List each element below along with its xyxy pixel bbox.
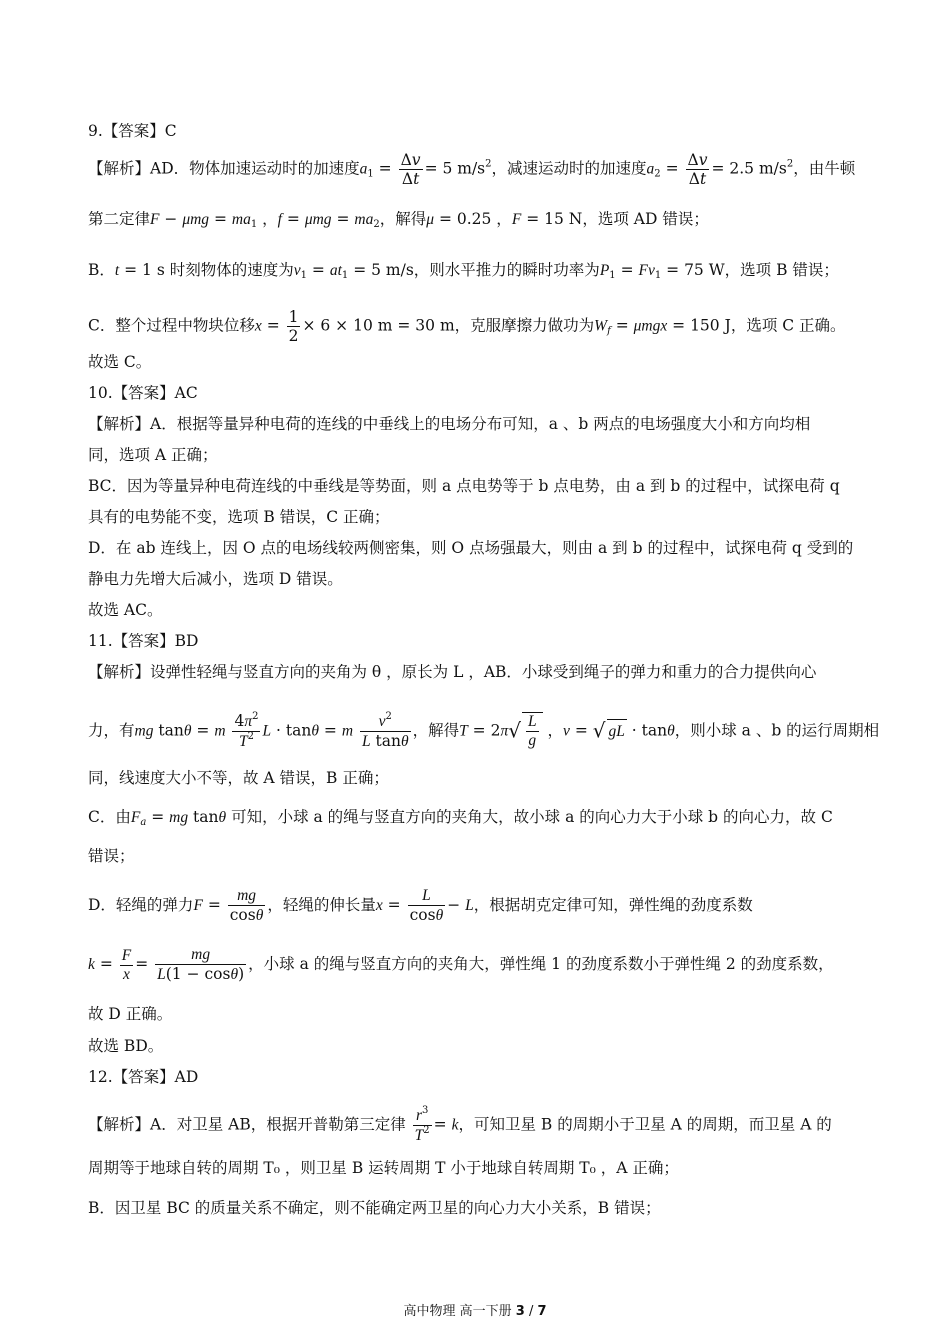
q11-line-5: 错误； xyxy=(88,847,135,865)
q10-line-5: D．在 ab 连线上，因 O 点的电场线较两侧密集，则 O 点场强最大，则由 a 到 b 的过程中，试探电荷 q 受到的 xyxy=(88,539,854,557)
q11-heading: 11.【答案】BD xyxy=(88,632,199,650)
q10-line-2: 同，选项 A 正确； xyxy=(88,446,218,464)
footer-page-number: 3 xyxy=(515,1304,525,1319)
q12-line-3: B．因卫星 BC 的质量关系不确定，则不能确定两卫星的向心力大小关系，B 错误； xyxy=(88,1199,661,1217)
q10-line-1: 【解析】A．根据等量异种电荷的连线的中垂线上的电场分布可知，a 、b 两点的电场强度大小和方向均相 xyxy=(88,415,811,433)
q9-heading: 9.【答案】C xyxy=(88,122,177,140)
q10-line-4: 具有的电势能不变，选项 B 错误，C 正确； xyxy=(88,508,390,526)
q9-conclusion: 故选 C。 xyxy=(88,353,152,371)
footer-page-total: 7 xyxy=(537,1304,547,1319)
footer-separator: / xyxy=(524,1304,538,1319)
q12-line-1: 【解析】A．对卫星 AB，根据开普勒第三定律 $\frac{r^3}{T^2}$ = k，可知卫星 B 的周期小于卫星 A 的周期，而卫星 A 的 xyxy=(88,1105,832,1144)
q11-line-2: 力，有mg tanθ = m $\frac{4\pi^2}{T^2}$ L · tanθ = m $\frac{v^2}{\text{L tanθ}}$ ，解得T = 2π√ $\frac{L}{g}$ ，v = √ gL · tanθ，则小球 a 、b 的运行周期相 xyxy=(88,711,880,750)
q10-line-6: 静电力先增大后减小，选项 D 错误。 xyxy=(88,570,343,588)
q12-heading: 12.【答案】AD xyxy=(88,1068,199,1086)
q11-line-4: C．由$F_a$ = mg tanθ 可知，小球 a 的绳与竖直方向的夹角大，故小球 a 的向心力大于小球 b 的向心力，故 C xyxy=(88,808,833,828)
footer-subject: 高中物理 高一下册 xyxy=(403,1304,512,1319)
q10-heading: 10.【答案】AC xyxy=(88,384,198,402)
q10-line-3: BC．因为等量异种电荷连线的中垂线是等势面，则 a 点电势等于 b 点电势，由 a 到 b 的过程中，试探电荷 q xyxy=(88,477,840,495)
q11-line-3: 同，线速度大小不等，故 A 错误，B 正确； xyxy=(88,769,389,787)
q12-line-2: 周期等于地球自转的周期 T₀ ，则卫星 B 运转周期 T 小于地球自转周期 T₀ ，A 正确； xyxy=(88,1159,679,1177)
q9-line-3: B．t = 1 s 时刻物体的速度为$v_1 = at_1 = 5$ m/s，则水平推力的瞬时功率为$P_1 = Fv_1 = 75$ W，选项 B 错误； xyxy=(88,261,839,281)
q11-line-8: 故 D 正确。 xyxy=(88,1005,173,1023)
q10-conclusion: 故选 AC。 xyxy=(88,601,163,619)
q11-line-6: D．轻绳的弹力F = $\frac{mg}{\cos\theta}$ ，轻绳的伸长量x = $\frac{L}{\cos\theta}$ − L，根据胡克定律可知，弹性绳的劲度系数 xyxy=(88,887,753,924)
q11-line-1: 【解析】设弹性轻绳与竖直方向的夹角为 θ ，原长为 L ，AB．小球受到绳子的弹力和重力的合力提供向心 xyxy=(88,663,817,681)
q11-line-7: k = $\frac{F}{x}$ = $\frac{mg}{L(1 - \cos\theta)}$ ，小球 a 的绳与竖直方向的夹角大，弹性绳 1 的劲度系数小于弹性绳 2 的劲度系数， xyxy=(88,946,834,983)
q11-conclusion: 故选 BD。 xyxy=(88,1037,164,1055)
q9-line-2: 第二定律$F - \mu mg = ma_1$ ，$f = \mu mg = ma_2$，解得μ = 0.25 ，F = 15 N，选项 AD 错误； xyxy=(88,210,709,230)
q9-line-1: 【解析】AD．物体加速运动时的加速度$a_1$ = $\frac{\Delta v}{\Delta t}$ = 5 $m/s^2$，减速运动时的加速度$a_2$ = $\frac{\Delta v}{\Delta t}$ = 2.5 $m/s^2$，由牛顿 xyxy=(88,151,856,188)
page-footer xyxy=(0,1300,950,1319)
q9-line-4: C．整个过程中物块位移x = $\frac{1}{2}$ × 6 × 10 m = 30 m，克服摩擦力做功为$W_f = \mu mgx = 150$ J，选项 C 正确。 xyxy=(88,308,846,345)
